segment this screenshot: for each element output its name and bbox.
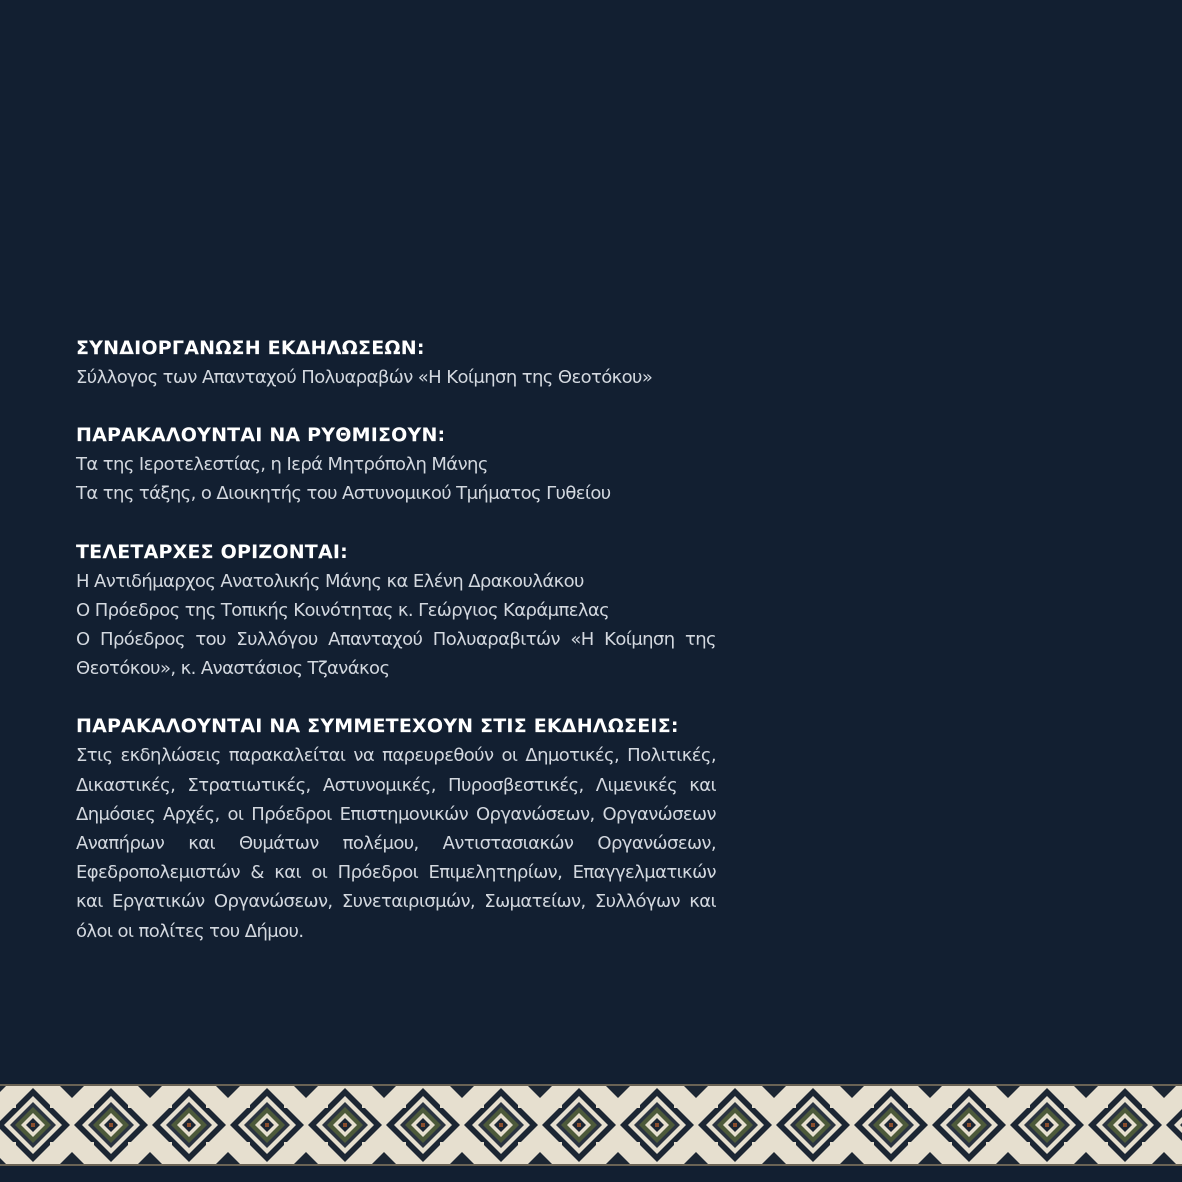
section-heading: ΠΑΡΑΚΑΛΟΥΝΤΑΙ ΝΑ ΡΥΘΜΙΣΟΥΝ: [76, 424, 446, 447]
section-line: Η Αντιδήμαρχος Ανατολικής Μάνης κα Ελένη Δρακουλάκου [76, 570, 584, 592]
announcement-text [76, 334, 716, 975]
embroidery-pattern-icon [0, 1086, 1182, 1164]
section-heading: ΤΕΛΕΤΑΡΧΕΣ ΟΡΙΖΟΝΤΑΙ: [76, 540, 348, 563]
decorative-embroidery-border [0, 1084, 1182, 1166]
section-heading: ΣΥΝΔΙΟΡΓΑΝΩΣΗ ΕΚΔΗΛΩΣΕΩΝ: [76, 337, 425, 359]
section-heading: ΠΑΡΑΚΑΛΟΥΝΤΑΙ ΝΑ ΣΥΜΜΕΤΕΧΟΥΝ ΣΤΙΣ ΕΚΔΗΛΩΣΕΙΣ: [76, 715, 679, 738]
section-line: Σύλλογος των Απανταχού Πολυαραβών «Η Κοίμηση της Θεοτόκου» [76, 367, 653, 388]
section-paragraph: Στις εκδηλώσεις παρακαλείται να παρευρεθούν οι Δημοτικές, Πολιτικές, Δικαστικές, Στρατιωτικές, Αστυνομικές, Πυροσβεστικές, Λιμενικές και Δημόσιες Αρχές, οι Πρόεδροι Επιστημονικών Οργανώσεων, Οργανώσεων Αναπήρων και Θυμάτων πολέμου, Αντιστασιακών Οργανώσεων, Εφεδροπολεμιστών & και οι Πρόεδροι Επιμελητηρίων, Επαγγελματικών και Εργατικών Οργανώσεων, Συνεταιρισμών, Σωματείων, Συλλόγων και όλοι οι πολίτες του Δήμου. [76, 745, 716, 942]
section-co-organization [76, 334, 716, 392]
section-participants [76, 712, 716, 945]
section-arrangements [76, 421, 716, 508]
section-line: Τα της Ιεροτελεστίας, η Ιερά Μητρόπολη Μάνης [76, 454, 488, 476]
section-line: Ο Πρόεδρος της Τοπικής Κοινότητας κ. Γεώργιος Καράμπελας [76, 599, 610, 621]
section-masters-of-ceremony [76, 538, 716, 684]
section-paragraph: Ο Πρόεδρος του Συλλόγου Απανταχού Πολυαραβιτών «Η Κοίμηση της Θεοτόκου», κ. Αναστάσιος Τζανάκος [76, 629, 716, 680]
section-line: Τα της τάξης, ο Διοικητής του Αστυνομικού Τμήματος Γυθείου [76, 483, 611, 505]
